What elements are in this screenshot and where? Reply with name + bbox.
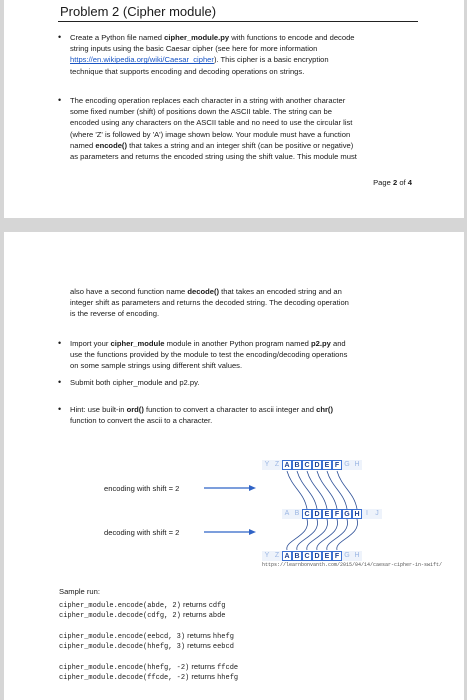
bullet-dot: •	[58, 377, 62, 387]
cipher-letter-g: G	[342, 509, 352, 519]
cipher-letter-e: E	[322, 551, 332, 561]
cipher-letter-b: B	[292, 509, 302, 519]
cipher-letter-f: F	[332, 551, 342, 561]
encoding-shift-label: encoding with shift = 2	[104, 484, 180, 493]
decoding-shift-label: decoding with shift = 2	[104, 528, 180, 537]
bullet-create-module: • Create a Python file named cipher_module.py with functions to encode and decode string inputs using the basic Caesar cipher (see here for more information https://en.wikipedia.org/wiki/Caesar_cipher). This cipher is a basic encryption technique that supports encoding and decoding operations on strings.	[58, 32, 355, 76]
cipher-letter-h: H	[352, 509, 362, 519]
cipher-letter-y: Y	[262, 551, 272, 561]
bullet-dot: •	[58, 32, 62, 42]
cipher-letter-a: A	[282, 460, 292, 470]
page-title: Problem 2 (Cipher module)	[60, 4, 217, 19]
bullet-dot: •	[58, 95, 62, 105]
cipher-letter-h: H	[352, 460, 362, 470]
bullet-hint: • Hint: use built-in ord() function to convert a character to ascii integer and chr() function to convert the ascii to a character.	[58, 404, 333, 426]
cipher-letter-d: D	[312, 460, 322, 470]
cipher-letter-b: B	[292, 551, 302, 561]
cipher-letter-z: Z	[272, 460, 282, 470]
cipher-letter-b: B	[292, 460, 302, 470]
cipher-letter-i: I	[362, 509, 372, 519]
image-source-url: https://learnbonvanth.com/2015/04/14/caesar-cipher-in-swift/	[262, 562, 443, 568]
cipher-letter-j: J	[372, 509, 382, 519]
code-line: cipher_module.decode(hhefg, 3) returns eebcd	[59, 641, 234, 651]
bullet-import-module: • Import your cipher_module module in another Python program named p2.py and use the functions provided by the module to test the encoding/decoding operations on some sample strings using different shift values.	[58, 338, 348, 371]
cipher-letter-d: D	[312, 551, 322, 561]
cipher-letter-c: C	[302, 551, 312, 561]
decode-paragraph: also have a second function name decode() that takes an encoded string and an integer shift as parameters and returns the decoded string. The decoding operation is the reverse of encoding.	[70, 287, 349, 319]
bullet-dot: •	[58, 404, 62, 414]
sample-run-heading: Sample run:	[59, 587, 100, 596]
bullet-submit: • Submit both cipher_module and p2.py.	[58, 377, 200, 387]
cipher-letter-y: Y	[262, 460, 272, 470]
cipher-letter-g: G	[342, 551, 352, 561]
document-page-2	[4, 232, 464, 700]
cipher-letter-a: A	[282, 551, 292, 561]
caesar-cipher-link[interactable]: https://en.wikipedia.org/wiki/Caesar_cipher	[70, 55, 214, 65]
cipher-letter-g: G	[342, 460, 352, 470]
decoding-arrowhead	[249, 529, 256, 535]
cipher-letter-a: A	[282, 509, 292, 519]
cipher-letter-z: Z	[272, 551, 282, 561]
code-line: cipher_module.encode(hhefg, -2) returns ffcde	[59, 662, 239, 672]
cipher-letter-e: E	[322, 460, 332, 470]
code-line: cipher_module.encode(abde, 2) returns cdfg	[59, 600, 226, 610]
code-line: cipher_module.decode(cdfg, 2) returns abde	[59, 610, 226, 620]
cipher-diagram-arrows	[4, 232, 464, 700]
cipher-letter-h: H	[352, 551, 362, 561]
cipher-letter-f: F	[332, 460, 342, 470]
cipher-letter-c: C	[302, 509, 312, 519]
cipher-letter-c: C	[302, 460, 312, 470]
code-line: cipher_module.encode(eebcd, 3) returns hhefg	[59, 631, 234, 641]
bullet-encoding-operation: • The encoding operation replaces each character in a string with another character some fixed number (shift) of positions down the ASCII table. The string can be encoded using any characters on the ASCII table and no need to use the circular list (where 'Z' is followed by 'A') image shown below. Your module must have a function named encode() that takes a string and an integer shift (can be positive or negative) as parameters and returns the encoded string using the shift value. This module must	[58, 95, 357, 162]
cipher-letter-d: D	[312, 509, 322, 519]
cipher-letter-f: F	[332, 509, 342, 519]
encoding-arrowhead	[249, 485, 256, 491]
bullet-dot: •	[58, 338, 62, 348]
document-page-1	[4, 0, 464, 218]
cipher-letter-e: E	[322, 509, 332, 519]
code-line: cipher_module.decode(ffcde, -2) returns hhefg	[59, 672, 239, 682]
title-underline	[58, 21, 418, 22]
page-number: Page 2 of 4	[373, 178, 412, 187]
